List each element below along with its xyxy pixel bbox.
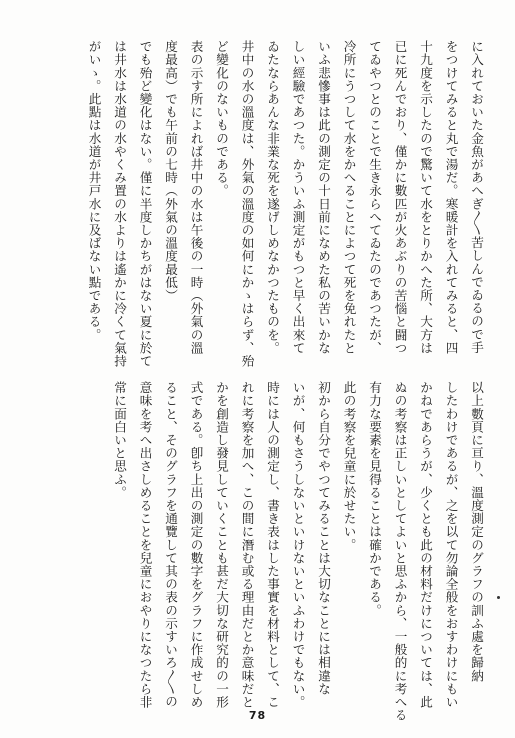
- text-column: かを創造し發見していくことも甚だ大切な研究的の一形: [214, 381, 229, 709]
- text-column: は井水は水道の水やくみ置の水よりは遙かに冷くて氣持: [112, 40, 127, 368]
- text-column: 表の示す所によれば井中の水は午後の一時（外氣の溫: [188, 40, 204, 355]
- text-column: 此の考察を兒童に於せたい。: [341, 381, 357, 552]
- text-column: 初から自分でやつてみることは大切なことには相違な: [316, 381, 331, 696]
- text-column: 以上數頁に亘り、溫度測定のグラフの訓ふ處を歸納: [469, 381, 484, 683]
- text-column: 式である。卽ち上出の測定の數字をグラフに作成せしめ: [188, 381, 204, 709]
- text-column: れに考察を加へ、この間に潛む或る理由だとか意味だと: [239, 381, 255, 709]
- text-column: をつけてみると丸で湯だ。寒暖計を入れてみると、四: [443, 40, 459, 355]
- text-column: 已に死んでおり、僅かに數匹が火あぶりの苦惱と闘つ: [392, 40, 408, 355]
- text-column: したわけであるが、之を以て勿論全般をおすわけにもい: [443, 381, 459, 709]
- text-column: てゐやつとのことで生き永らへてゐたのであつたが、: [367, 40, 382, 355]
- text-column: 有力な要素を見得ることは確かである。: [367, 381, 382, 617]
- text-column: 意味を考へ出さしめることを兒童におやりになつたら非: [137, 381, 153, 709]
- text-column: いが、何もさうしないといけないといふわけでもない。: [290, 381, 306, 709]
- text-column: に入れておいた金魚があへぎ〳〵苦しんでゐるので手: [469, 40, 484, 354]
- upper-text-block: [81, 40, 489, 368]
- text-column: ど變化のないものである。: [214, 40, 229, 198]
- text-column: 度最高）でも午前の七時（外氣の溫度最低）: [163, 40, 178, 302]
- text-column: 十九度を示したので驚いて水をとりかへた所、大方は: [418, 40, 433, 355]
- text-column: しい經驗であつた。かういふ測定がもつと早く出來て: [290, 40, 306, 355]
- text-column: かねであらうが、少くとも此の材料だけについては、此: [418, 381, 433, 709]
- text-column: ぬの考察は正しいとしてよいと思ふから、一般的に考へる: [392, 381, 408, 722]
- print-speck: [497, 596, 500, 599]
- text-column: でも殆ど變化はない。僅に半度しかちがはない夏に於て: [137, 40, 153, 368]
- text-column: ること、そのグラフを通覽して其の表の示すいろ〳〵の: [163, 381, 178, 708]
- text-column: いふ悲慘事は此の測定の十日前になめた私の苦いかな: [316, 40, 331, 355]
- text-column: 冷所にうつして水をかへることによつて死を免れたと: [341, 40, 357, 355]
- page-number: 78: [248, 709, 267, 722]
- text-column: 時には人の測定し、書き表はした事實を材料として、こ: [265, 381, 280, 709]
- text-column: がいゝ。此點は水道が井戸水に及ばない點である。: [86, 40, 102, 342]
- text-column: 井中の水の溫度は、外氣の溫度の如何にかゝはらず、殆: [239, 40, 255, 368]
- text-column: ゐたならあんな非業な死を遂げしめなかつたものを。: [265, 40, 280, 355]
- text-column: 常に面白いと思ふ。: [112, 381, 127, 499]
